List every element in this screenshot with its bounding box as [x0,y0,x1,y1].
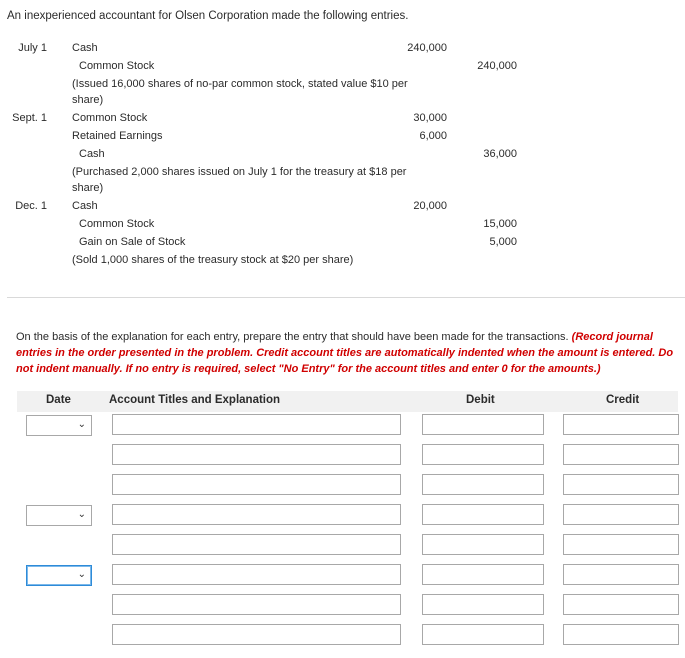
account-title-input[interactable] [112,534,401,555]
entry-explanation: share) [72,94,104,106]
chevron-down-icon: ⌄ [77,509,86,520]
account-title-input[interactable] [112,474,401,495]
entry-credit: 36,000 [483,148,517,160]
entry-date: July 1 [18,42,47,54]
credit-input[interactable] [563,504,679,525]
instructions-text: On the basis of the explanation for each entry, prepare the entry that should have been made for the transactions. [16,331,569,343]
date-column-header: Date [46,394,71,406]
instructions [16,329,676,377]
debit-input[interactable] [422,444,544,465]
entry-debit: 30,000 [413,112,447,124]
entry-date: Sept. 1 [12,112,47,124]
credit-input[interactable] [563,564,679,585]
chevron-down-icon: ⌄ [77,419,86,430]
credit-input[interactable] [563,474,679,495]
debit-input[interactable] [422,474,544,495]
entry-account: Common Stock [72,112,148,124]
date-select[interactable] [26,505,92,526]
section-divider [7,297,685,298]
chevron-down-icon: ⌄ [77,569,86,580]
account-title-input[interactable] [112,444,401,465]
entry-account: Cash [72,42,98,54]
account-title-input[interactable] [112,414,401,435]
entry-explanation: (Purchased 2,000 shares issued on July 1 for the treasury at $18 per [72,166,407,178]
credit-input[interactable] [563,624,679,645]
credit-input[interactable] [563,444,679,465]
credit-column-header: Credit [606,394,640,406]
account-title-input[interactable] [112,624,401,645]
entry-account: Cash [72,200,98,212]
entry-debit: 20,000 [413,200,447,212]
debit-input[interactable] [422,414,544,435]
debit-input[interactable] [422,624,544,645]
problem-intro: An inexperienced accountant for Olsen Corporation made the following entries. [7,10,409,22]
instructions-note: (Record journal entries in the order presented in the problem. Credit account titles are automatically indented when the amount is entered. Do not indent manually. If no entry is required, select "No Entry" for the account titles and enter 0 for the amounts.) [16,331,674,375]
credit-input[interactable] [563,414,679,435]
entry-debit: 6,000 [419,130,447,142]
entry-explanation: (Sold 1,000 shares of the treasury stock at $20 per share) [72,254,354,266]
account-title-input[interactable] [112,564,401,585]
credit-input[interactable] [563,594,679,615]
entry-explanation: (Issued 16,000 shares of no-par common stock, stated value $10 per [72,78,408,90]
entry-account: Cash [79,148,105,160]
account-title-input[interactable] [112,594,401,615]
entry-account: Retained Earnings [72,130,163,142]
account-title-input[interactable] [112,504,401,525]
entry-debit: 240,000 [407,42,447,54]
debit-column-header: Debit [466,394,495,406]
entry-credit: 15,000 [483,218,517,230]
entry-account: Common Stock [79,218,155,230]
debit-input[interactable] [422,534,544,555]
entry-explanation: share) [72,182,104,194]
credit-input[interactable] [563,534,679,555]
entry-date: Dec. 1 [15,200,47,212]
date-select[interactable] [26,565,92,586]
entry-account: Gain on Sale of Stock [79,236,186,248]
date-select[interactable] [26,415,92,436]
debit-input[interactable] [422,594,544,615]
entry-account: Common Stock [79,60,155,72]
debit-input[interactable] [422,564,544,585]
entry-credit: 240,000 [477,60,517,72]
entry-credit: 5,000 [489,236,517,248]
account-column-header: Account Titles and Explanation [109,394,281,406]
debit-input[interactable] [422,504,544,525]
